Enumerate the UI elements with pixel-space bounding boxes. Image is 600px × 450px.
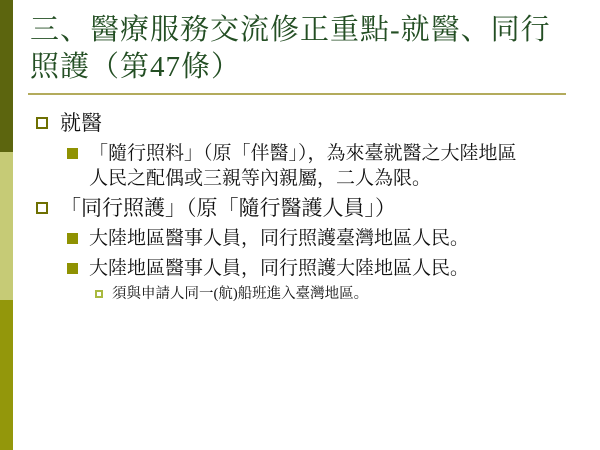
list-item: [67, 256, 590, 281]
l1-hollow-square-bullet-icon: [36, 202, 48, 214]
list-item: [36, 110, 590, 136]
l2-filled-square-bullet-icon: [67, 233, 78, 244]
list-item-text-line-1: 「隨行照料」（原「伴醫」），為來臺就醫之大陸地區: [89, 143, 517, 164]
list-item: [36, 195, 590, 221]
l3-hollow-square-bullet-icon: [95, 290, 103, 298]
slide-bullet-list: [0, 106, 590, 304]
list-item-text: 「同行照護」（原「隨行醫護人員」）: [60, 196, 396, 220]
l2-filled-square-bullet-icon: [67, 148, 78, 159]
list-item-text: [89, 141, 590, 191]
title-underline: [28, 93, 566, 95]
slide-title-line-1: 三、醫療服務交流修正重點-就醫、同行: [30, 14, 551, 46]
list-item: [95, 285, 590, 304]
list-item: [67, 141, 590, 191]
slide-title: [30, 12, 588, 86]
list-item-text-line-2: 人民之配偶或三親等內親屬，二人為限。: [89, 168, 432, 189]
l1-hollow-square-bullet-icon: [36, 117, 48, 129]
accent-bar-bottom-segment: [0, 300, 13, 450]
l2-filled-square-bullet-icon: [67, 263, 78, 274]
list-item-text: 大陸地區醫事人員，同行照護大陸地區人民。: [89, 258, 470, 279]
slide-title-line-2: 照護（第47條）: [30, 51, 242, 83]
list-item-text: 就醫: [60, 111, 102, 135]
list-item: [67, 226, 590, 251]
list-item-text: 須與申請人同一(航)船班進入臺灣地區。: [112, 286, 369, 302]
list-item-text: 大陸地區醫事人員，同行照護臺灣地區人民。: [89, 228, 470, 249]
